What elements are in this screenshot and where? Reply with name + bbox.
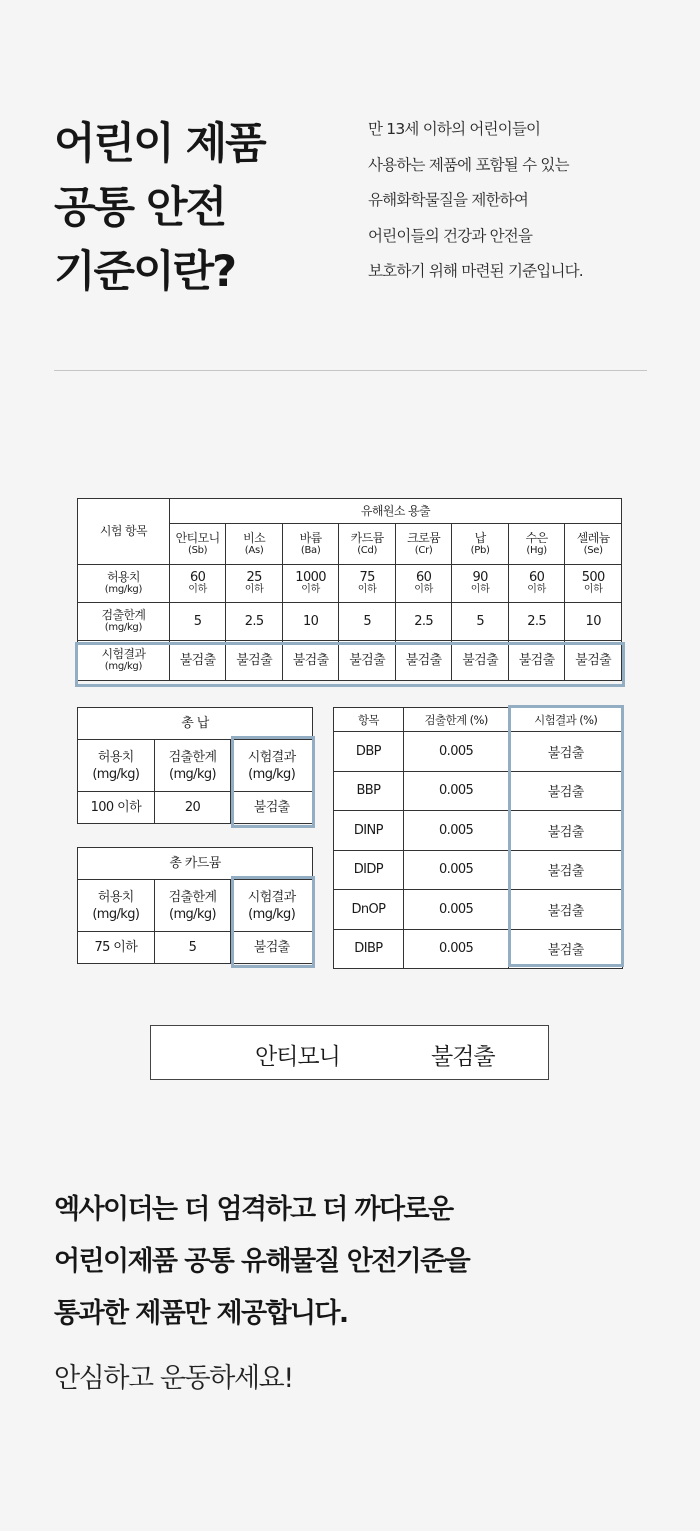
element-header — [565, 524, 622, 565]
limit-suffix: 이하 — [244, 584, 264, 595]
limit-suffix: 이하 — [188, 584, 207, 595]
limit-suffix: 이하 — [527, 584, 547, 595]
desc-line: 어린이들의 건강과 안전을 — [368, 226, 533, 245]
element-header — [169, 524, 226, 565]
closing-line: 어린이제품 공통 유해물질 안전기준을 — [54, 1246, 470, 1277]
limit-value — [508, 565, 565, 603]
detection-value: 2.5 — [508, 603, 565, 641]
element-name: 셀레늄 — [576, 530, 610, 545]
limit-suffix: 이하 — [583, 584, 603, 595]
phthalate-name: DINP — [334, 811, 404, 851]
header-detection: 검출한계 (mg/kg) — [154, 880, 231, 932]
row-header-result — [78, 641, 170, 681]
phthalates-table — [333, 707, 623, 969]
header-detection: 검출한계 (%) — [403, 708, 509, 732]
detection-value: 5 — [339, 603, 396, 641]
limit-number: 60 — [528, 570, 545, 585]
limit-value — [452, 565, 509, 603]
result-value: 불검출 — [509, 929, 623, 969]
limit-suffix: 이하 — [470, 584, 490, 595]
limit-number: 75 — [359, 570, 375, 585]
element-header — [395, 524, 452, 565]
element-header — [282, 524, 339, 565]
detection-value: 5 — [452, 603, 509, 641]
element-name: 비소 — [243, 530, 266, 545]
element-symbol: (Se) — [583, 544, 603, 556]
element-symbol: (As) — [244, 544, 264, 556]
closing-title — [54, 1184, 469, 1340]
total-lead-table — [77, 707, 313, 824]
detection-value: 0.005 — [403, 811, 509, 851]
section-divider — [54, 370, 647, 371]
limit-value — [226, 565, 283, 603]
row-label: 허용치 — [106, 570, 140, 584]
detection-value: 10 — [565, 603, 622, 641]
table-row — [334, 811, 623, 851]
table-row — [334, 929, 623, 969]
detection-value: 0.005 — [403, 732, 509, 772]
result-value: 불검출 — [509, 850, 623, 890]
result-value: 불검출 — [509, 811, 623, 851]
limit-suffix: 이하 — [357, 584, 377, 595]
detection-value: 2.5 — [395, 603, 452, 641]
limit-value — [395, 565, 452, 603]
header-detection: 검출한계 (mg/kg) — [154, 740, 231, 792]
summary-box — [150, 1025, 549, 1080]
limit-number: 60 — [189, 570, 206, 585]
phthalate-name: DBP — [334, 732, 404, 772]
limit-value — [282, 565, 339, 603]
limit-number: 1000 — [295, 570, 326, 585]
result-value: 불검출 — [509, 732, 623, 772]
table-row — [334, 771, 623, 811]
element-name: 크로뮴 — [407, 530, 441, 545]
limit-number: 90 — [472, 570, 488, 585]
limit-number: 60 — [415, 570, 432, 585]
title-line: 기준이란? — [54, 247, 236, 297]
row-unit: (mg/kg) — [104, 622, 143, 633]
result-value: 불검출 — [169, 641, 226, 681]
element-symbol: (Cr) — [414, 544, 433, 556]
heavy-metals-table — [77, 498, 622, 681]
detection-value: 0.005 — [403, 929, 509, 969]
limit-number: 25 — [246, 570, 262, 585]
table-row — [334, 850, 623, 890]
limit-value — [169, 565, 226, 603]
row-header-detection — [78, 603, 170, 641]
result-value: 불검출 — [395, 641, 452, 681]
title-line: 공통 안전 — [54, 183, 226, 233]
limit-suffix: 이하 — [301, 584, 320, 595]
detection-value: 5 — [169, 603, 226, 641]
header-result: 시험결과 (mg/kg) — [231, 740, 313, 792]
element-symbol: (Sb) — [187, 544, 208, 556]
result-value: 불검출 — [565, 641, 622, 681]
element-symbol: (Cd) — [357, 544, 378, 556]
header-result: 시험결과 (%) — [509, 708, 623, 732]
desc-line: 사용하는 제품에 포함될 수 있는 — [368, 155, 569, 174]
phthalate-name: BBP — [334, 771, 404, 811]
detection-value: 10 — [282, 603, 339, 641]
result-value: 불검출 — [226, 641, 283, 681]
desc-line: 보호하기 위해 마련된 기준입니다. — [368, 262, 583, 281]
detection-value: 0.005 — [403, 850, 509, 890]
detection-value: 5 — [154, 932, 231, 964]
table-row — [334, 890, 623, 930]
element-name: 바륨 — [299, 530, 322, 545]
title-line: 어린이 제품 — [54, 119, 265, 169]
row-label: 시험결과 — [101, 647, 146, 661]
result-value: 불검출 — [339, 641, 396, 681]
page-title — [54, 112, 265, 304]
element-symbol: (Ba) — [300, 544, 321, 556]
limit-value: 100 이하 — [78, 792, 155, 824]
row-unit: (mg/kg) — [104, 584, 143, 595]
limit-number: 500 — [581, 570, 605, 585]
phthalate-name: DnOP — [334, 890, 404, 930]
element-symbol: (Hg) — [526, 544, 547, 556]
header-item: 항목 — [334, 708, 404, 732]
phthalate-name: DIBP — [334, 929, 404, 969]
phthalate-name: DIDP — [334, 850, 404, 890]
row-label: 검출한계 — [101, 608, 146, 622]
header-result: 시험결과 (mg/kg) — [231, 880, 313, 932]
group-header: 유해원소 용출 — [169, 499, 621, 524]
element-symbol: (Pb) — [470, 544, 490, 556]
element-header — [452, 524, 509, 565]
result-value: 불검출 — [509, 890, 623, 930]
total-cadmium-table — [77, 847, 313, 964]
result-value: 불검출 — [508, 641, 565, 681]
row-header-limit — [78, 565, 170, 603]
result-value: 불검출 — [452, 641, 509, 681]
closing-line: 통과한 제품만 제공합니다. — [54, 1298, 348, 1329]
detection-value: 0.005 — [403, 890, 509, 930]
element-header — [339, 524, 396, 565]
header-limit: 허용치 (mg/kg) — [78, 880, 155, 932]
result-value: 불검출 — [282, 641, 339, 681]
row-unit: (mg/kg) — [104, 661, 143, 672]
result-value: 불검출 — [231, 792, 313, 824]
element-header — [226, 524, 283, 565]
element-name: 안티모니 — [175, 530, 220, 545]
desc-line: 만 13세 이하의 어린이들이 — [368, 120, 541, 138]
result-value: 불검출 — [231, 932, 313, 964]
limit-value: 75 이하 — [78, 932, 155, 964]
closing-line: 엑사이더는 더 엄격하고 더 까다로운 — [54, 1194, 453, 1225]
summary-item: 안티모니 — [255, 1044, 340, 1070]
limit-value — [339, 565, 396, 603]
detection-value: 2.5 — [226, 603, 283, 641]
detection-value: 20 — [154, 792, 231, 824]
element-name: 수은 — [525, 530, 548, 545]
limit-value — [565, 565, 622, 603]
hero-description — [368, 112, 583, 290]
test-item-header: 시험 항목 — [78, 499, 170, 565]
limit-suffix: 이하 — [414, 584, 434, 595]
element-header — [508, 524, 565, 565]
element-name: 카드뮴 — [350, 530, 384, 545]
element-name: 납 — [474, 530, 486, 545]
summary-result: 불검출 — [431, 1044, 495, 1070]
header-limit: 허용치 (mg/kg) — [78, 740, 155, 792]
detection-value: 0.005 — [403, 771, 509, 811]
result-value: 불검출 — [509, 771, 623, 811]
table-row — [334, 732, 623, 772]
desc-line: 유해화학물질을 제한하여 — [368, 191, 529, 210]
table-title: 총 납 — [78, 708, 313, 740]
closing-subtitle: 안심하고 운동하세요! — [54, 1363, 293, 1394]
table-title: 총 카드뮴 — [78, 848, 313, 880]
